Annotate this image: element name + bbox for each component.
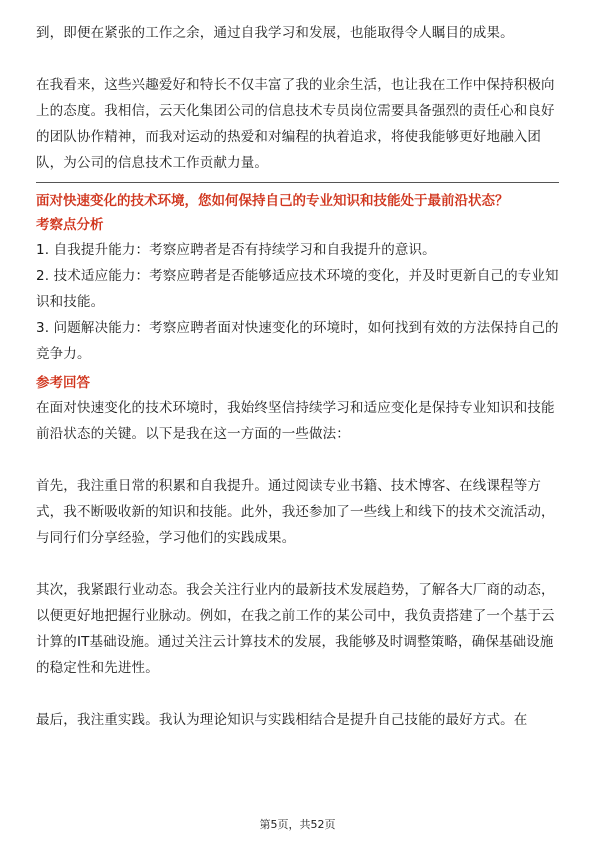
section-divider [36,182,559,183]
analysis-item-2: 2. 技术适应能力：考察应聘者是否能够适应技术环境的变化，并及时更新自己的专业知识和技能。 [36,268,559,310]
answer-paragraph-2: 首先，我注重日常的积累和自我提升。通过阅读专业书籍、技术博客、在线课程等方式，我不断吸收新的知识和技能。此外，我还参加了一些线上和线下的技术交流活动，与同行们分享经验，学习他们的实践成果。 [36,478,555,546]
analysis-item-3: 3. 问题解决能力：考察应聘者面对快速变化的环境时，如何找到有效的方法保持自己的竞争力。 [36,320,559,362]
document-page [36,20,559,733]
analysis-heading: 考察点分析 [36,217,104,233]
answer-paragraph-4: 最后，我注重实践。我认为理论知识与实践相结合是提升自己技能的最好方式。在 [36,712,528,728]
interview-question: 面对快速变化的技术环境，您如何保持自己的专业知识和技能处于最前沿状态？ [36,193,509,209]
page-number: 第5页，共52页 [259,818,336,831]
intro-paragraph-2: 在我看来，这些兴趣爱好和特长不仅丰富了我的业余生活，也让我在工作中保持积极向上的态度。我相信，云天化集团公司的信息技术专员岗位需要具备强烈的责任心和良好的团队协作精神，而我对运动的热爱和对编程的执着追求，将使我能够更好地融入团队，为公司的信息技术工作贡献力量。 [36,77,555,171]
analysis-item-1: 1. 自我提升能力：考察应聘者是否有持续学习和自我提升的意识。 [36,242,436,258]
answer-heading: 参考回答 [36,375,90,391]
intro-paragraph-1: 到，即便在紧张的工作之余，通过自我学习和发展，也能取得令人瞩目的成果。 [36,25,514,41]
answer-paragraph-1: 在面对快速变化的技术环境时，我始终坚信持续学习和适应变化是保持专业知识和技能前沿状态的关键。以下是我在这一方面的一些做法： [36,400,555,442]
answer-paragraph-3: 其次，我紧跟行业动态。我会关注行业内的最新技术发展趋势，了解各大厂商的动态，以便更好地把握行业脉动。例如，在我之前工作的某公司中，我负责搭建了一个基于云计算的IT基础设施。通过关注云计算技术的发展，我能够及时调整策略，确保基础设施的稳定性和先进性。 [36,582,555,676]
